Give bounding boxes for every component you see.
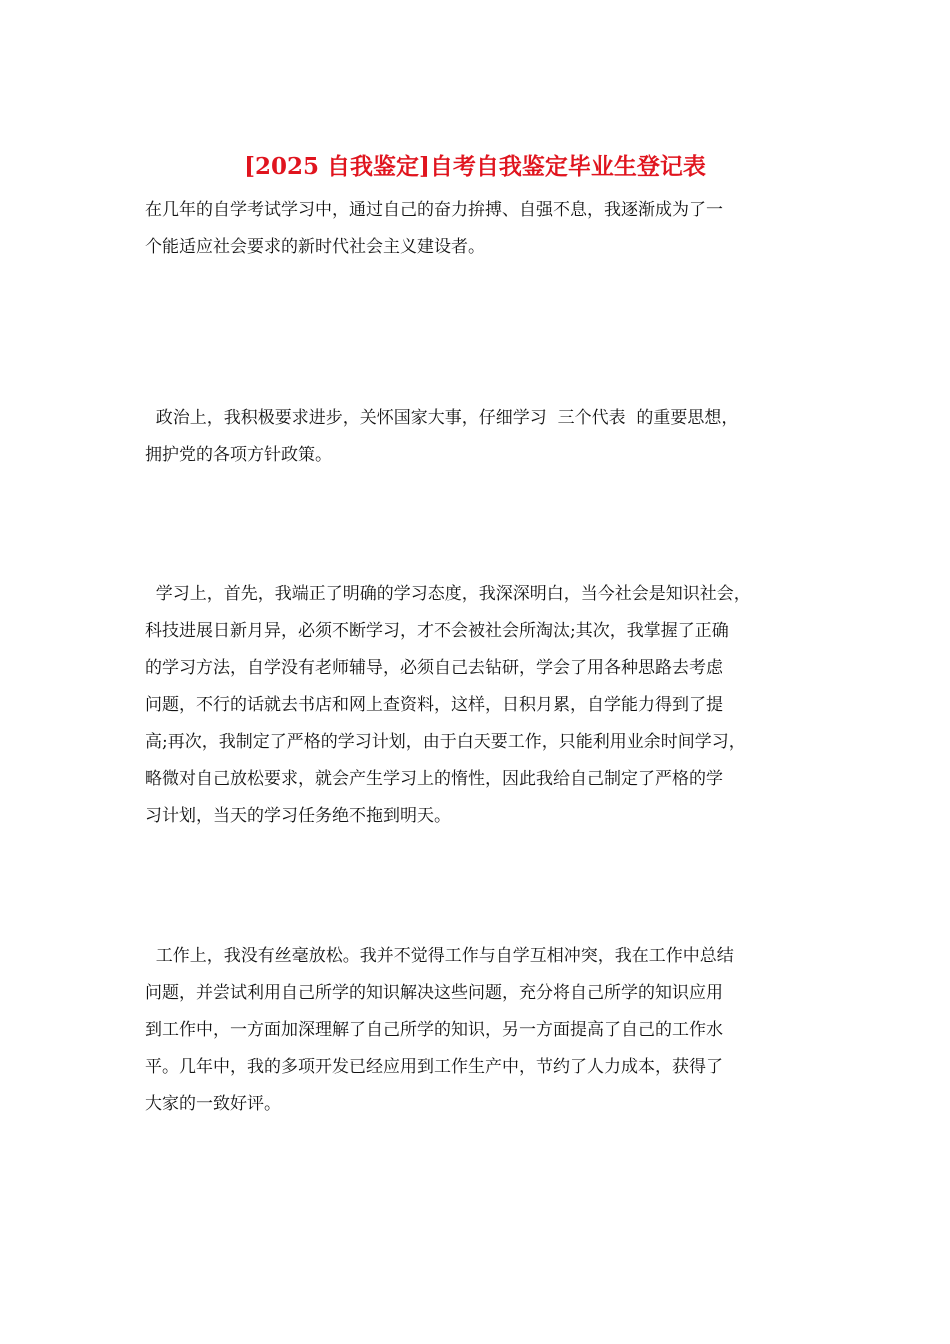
paragraph-study [145, 576, 815, 835]
text-line: 的学习方法，自学没有老师辅导，必须自己去钻研，学会了用各种思路去考虑 [145, 658, 723, 678]
text-line: 平。几年中，我的多项开发已经应用到工作生产中，节约了人力成本，获得了 [145, 1057, 723, 1077]
paragraph-intro [145, 192, 815, 266]
text-line: 科技进展日新月异，必须不断学习，才不会被社会所淘汰;其次，我掌握了正确 [145, 621, 729, 641]
text-line: 略微对自己放松要求，就会产生学习上的惰性，因此我给自己制定了严格的学 [145, 769, 723, 789]
text-line: 高;再次，我制定了严格的学习计划，由于白天要工作，只能利用业余时间学习， [145, 732, 746, 752]
text-line: 问题，不行的话就去书店和网上查资料，这样，日积月累，自学能力得到了提 [145, 695, 723, 715]
text-line: 问题，并尝试利用自己所学的知识解决这些问题，充分将自己所学的知识应用 [145, 983, 723, 1003]
text-line: 学习上，首先，我端正了明确的学习态度，我深深明白，当今社会是知识社会， [145, 584, 751, 604]
text-line: 在几年的自学考试学习中，通过自己的奋力拚搏、自强不息，我逐渐成为了一 [145, 200, 723, 220]
text-line: 大家的一致好评。 [145, 1094, 281, 1114]
text-line: 工作上，我没有丝毫放松。我并不觉得工作与自学互相冲突，我在工作中总结 [145, 946, 734, 966]
text-line: 到工作中，一方面加深理解了自己所学的知识，另一方面提高了自己的工作水 [145, 1020, 723, 1040]
text-line: 个能适应社会要求的新时代社会主义建设者。 [145, 237, 485, 257]
text-line: 习计划，当天的学习任务绝不拖到明天。 [145, 806, 451, 826]
text-line: 拥护党的各项方针政策。 [145, 445, 332, 465]
document-title: [2025 自我鉴定]自考自我鉴定毕业生登记表 [244, 153, 706, 180]
paragraph-work [145, 938, 815, 1123]
paragraph-politics [145, 400, 815, 474]
text-line: 政治上，我积极要求进步，关怀国家大事，仔细学习 三个代表 的重要思想， [145, 408, 739, 428]
